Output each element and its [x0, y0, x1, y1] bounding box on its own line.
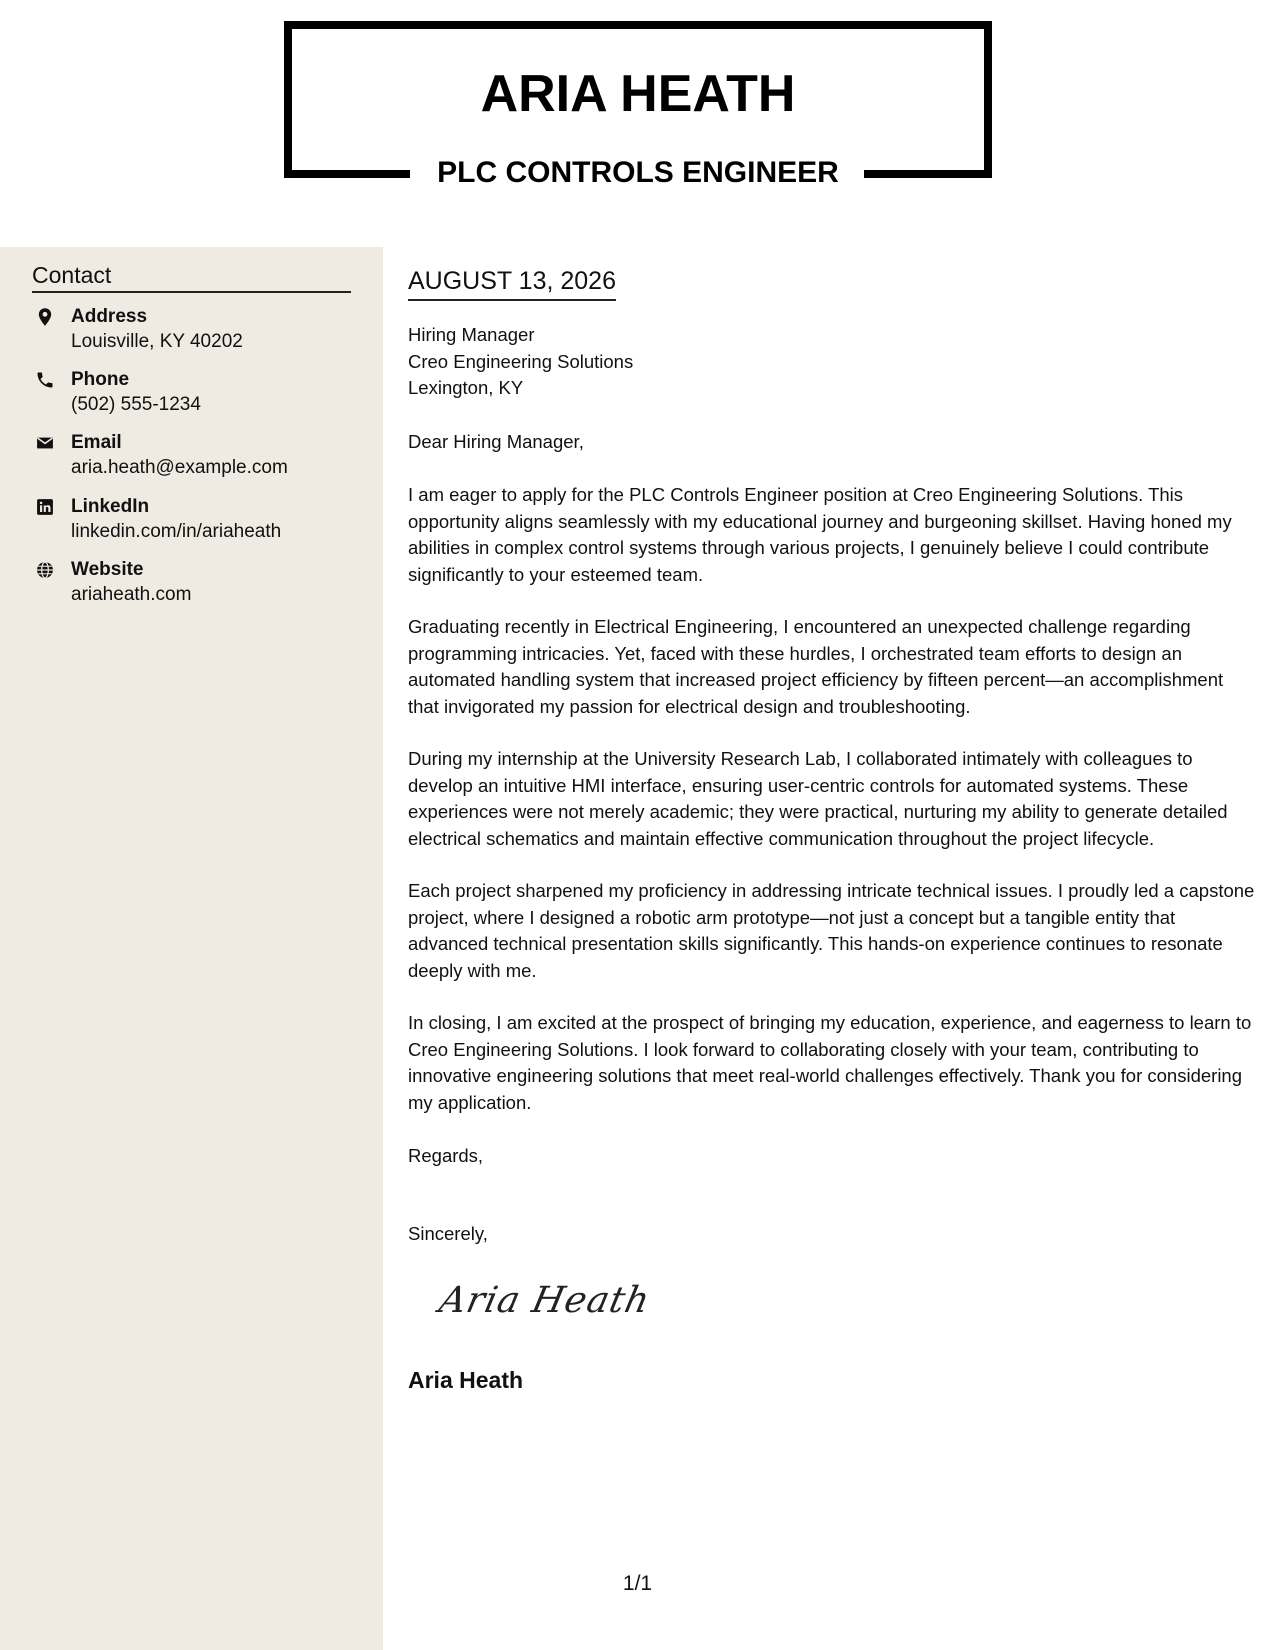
contact-heading: Contact: [32, 260, 351, 293]
closing-regards: Regards,: [408, 1145, 484, 1166]
map-pin-icon: [35, 307, 55, 327]
letter-paragraph: Graduating recently in Electrical Engineering, I encountered an unexpected challenge regarding programming intricacies. Yet, faced with these hurdles, I orchestrated team efforts to design an automated handling system that increased project efficiency by fifteen percent—an accomplishment that invigorated my passion for electrical design and troubleshooting.: [408, 616, 1224, 717]
contact-label: Email: [71, 432, 122, 453]
signer-name: Aria Heath: [408, 1367, 524, 1393]
letter-paragraph: Each project sharpened my proficiency in addressing intricate technical issues. I proudly led a capstone project, where I designed a robotic arm prototype—not just a concept but a tangible entity that advanced technical presentation skills significantly. This hands-on experience continues to resonate deeply with me.: [408, 880, 1255, 981]
recipient-title: Hiring Manager: [408, 324, 535, 345]
phone-icon: [35, 370, 55, 390]
recipient-company: Creo Engineering Solutions: [408, 350, 634, 372]
contact-value[interactable]: ariaheath.com: [71, 584, 192, 605]
letter-paragraph: During my internship at the University Research Lab, I collaborated intimately with colleagues to develop an intuitive HMI interface, ensuring user-centric controls for automated systems. These experiences were not merely academic; they were practical, nurturing my ability to generate detailed electrical schematics and maintain effective communication throughout the project lifecycle.: [408, 748, 1228, 849]
linkedin-icon: [35, 497, 55, 517]
contact-label: Phone: [71, 369, 130, 390]
contact-label: LinkedIn: [71, 496, 150, 517]
closing-sincerely: Sincerely,: [408, 1223, 488, 1244]
salutation: Dear Hiring Manager,: [408, 431, 584, 452]
page-number: 1/1: [622, 1572, 653, 1595]
letter-date: AUGUST 13, 2026: [408, 265, 616, 301]
contact-value[interactable]: linkedin.com/in/ariaheath: [71, 521, 282, 542]
job-title: PLC CONTROLS ENGINEER: [437, 156, 839, 189]
applicant-name: ARIA HEATH: [480, 65, 796, 123]
contact-value: (502) 555-1234: [71, 394, 201, 415]
envelope-icon: [35, 433, 55, 453]
recipient-location: Lexington, KY: [408, 377, 524, 398]
contact-label: Website: [71, 559, 144, 580]
contact-value: Louisville, KY 40202: [71, 331, 243, 352]
letter-paragraph: In closing, I am excited at the prospect of bringing my education, experience, and eagerness to learn to Creo Engineering Solutions. I look forward to collaborating closely with your team, contributing to innovative engineering solutions that meet real-world challenges effectively. Thank you for considering my application.: [408, 1012, 1252, 1113]
contact-label: Address: [71, 306, 148, 327]
contact-value: aria.heath@example.com: [71, 457, 288, 478]
globe-icon: [35, 560, 55, 580]
recipient-block: [408, 322, 633, 402]
handwritten-signature: Aria Heath: [435, 1280, 654, 1321]
letter-paragraph: I am eager to apply for the PLC Controls Engineer position at Creo Engineering Solutions. This opportunity aligns seamlessly with my educational journey and burgeoning skillset. Having honed my abilities in complex control systems through various projects, I genuinely believe I could contribute significantly to your esteemed team.: [408, 484, 1232, 585]
